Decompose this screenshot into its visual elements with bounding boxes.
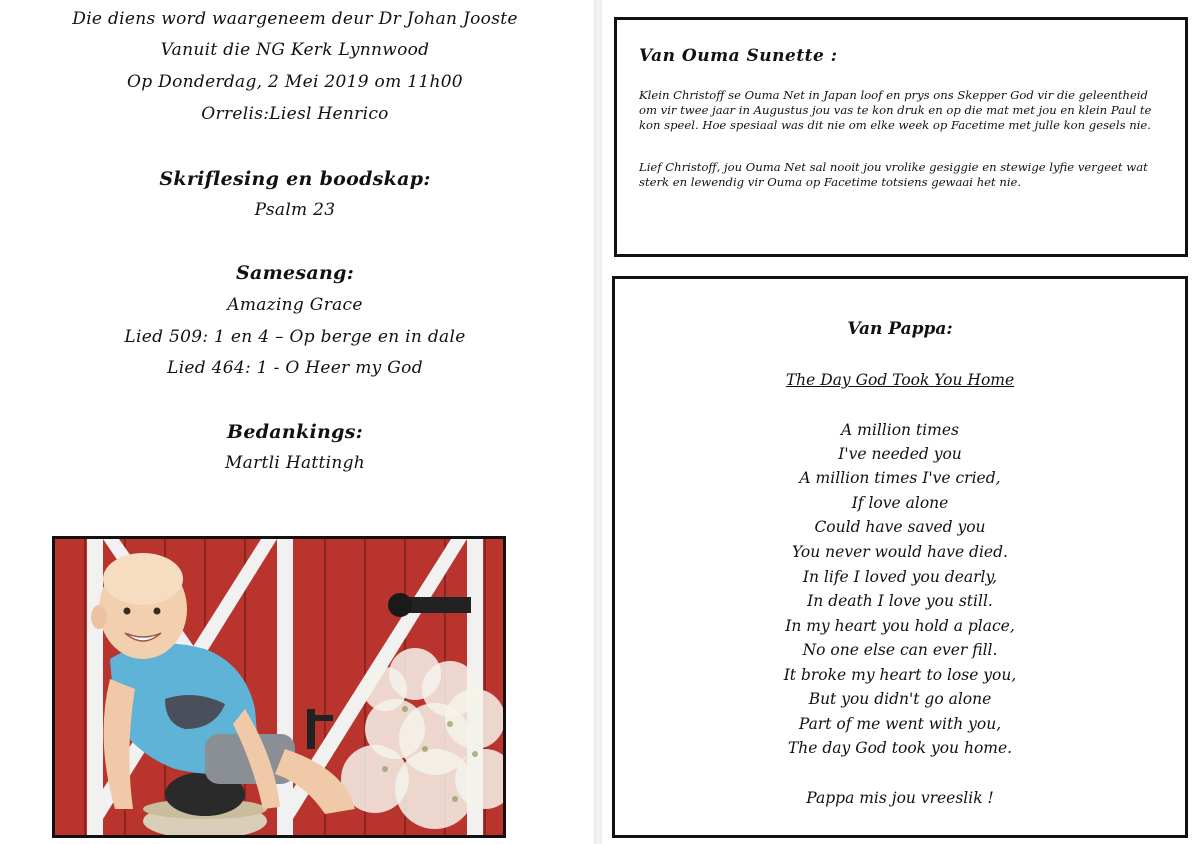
left-page — [0, 0, 590, 844]
date-line: Op Donderdag, 2 Mei 2019 om 11h00 — [127, 72, 463, 92]
hymn-2: Lied 509: 1 en 4 – Op berge en in dale — [124, 327, 466, 347]
child-photo — [52, 536, 506, 838]
poem-closing: Pappa mis jou vreeslik ! — [806, 789, 994, 807]
poem-line: I've needed you — [838, 445, 962, 463]
poem-title-text: The Day God Took You Home — [785, 371, 1015, 389]
hymn-3: Lied 464: 1 - O Heer my God — [167, 358, 423, 378]
poem-line: It broke my heart to lose you, — [783, 666, 1017, 684]
child-photo-illustration — [55, 539, 503, 835]
tribute-title: Van Ouma Sunette : — [639, 46, 838, 66]
thanks-heading: Bedankings: — [226, 421, 364, 443]
church-line: Vanuit die NG Kerk Lynnwood — [160, 40, 430, 60]
officiant-line: Die diens word waargeneem deur Dr Johan Jooste — [72, 9, 518, 29]
poem-heading: Van Pappa: — [847, 319, 953, 339]
poem-line: You never would have died. — [792, 543, 1008, 561]
poem-box — [612, 276, 1188, 838]
poem-line: In life I loved you dearly, — [802, 568, 998, 586]
tribute-paragraph-2: Lief Christoff, jou Ouma Net sal nooit jou vrolike gesiggie en stewige lyfie vergeet wat sterk en lewendig vir Ouma op Facetime totsiens gewaai het nie. — [639, 160, 1148, 189]
organist-line: Orrelis:Liesl Henrico — [201, 104, 389, 124]
tribute-box — [614, 17, 1188, 257]
tribute-paragraph-1: Klein Christoff se Ouma Net in Japan loof en prys ons Skepper God vir die geleentheid om vir twee jaar in Augustus jou vas te kon druk en op die mat met jou en klein Paul te kon speel. Hoe spesiaal was dit nie om elke week op Facetime met julle kon gesels nie. — [639, 88, 1152, 132]
poem-line: No one else can ever fill. — [802, 641, 998, 659]
scripture-line: Psalm 23 — [254, 200, 336, 220]
poem-line: In death I love you still. — [807, 592, 993, 610]
poem-line: A million times — [841, 421, 959, 439]
thanks-line: Martli Hattingh — [224, 453, 366, 473]
poem-line: The day God took you home. — [787, 739, 1013, 757]
center-fold — [594, 0, 602, 844]
poem-title — [615, 371, 1185, 389]
hymns-heading: Samesang: — [235, 262, 355, 284]
poem-line: But you didn't go alone — [808, 690, 992, 708]
hymn-1: Amazing Grace — [227, 295, 363, 315]
poem-line: In my heart you hold a place, — [785, 617, 1015, 635]
poem-line: A million times I've cried, — [799, 469, 1001, 487]
poem-line: If love alone — [851, 494, 949, 512]
poem-line: Part of me went with you, — [798, 715, 1002, 733]
poem-line: Could have saved you — [814, 518, 986, 536]
scripture-heading: Skriflesing en boodskap: — [159, 168, 431, 190]
